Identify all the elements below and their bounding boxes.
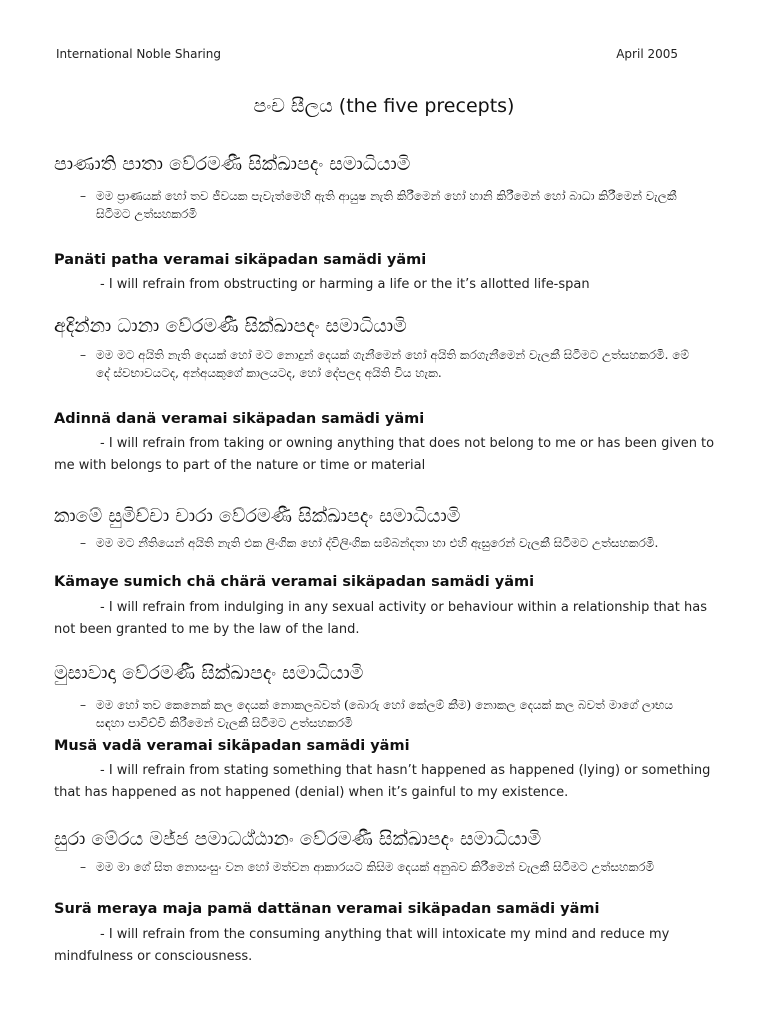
precept-2-romanized: Adinnä danä veramai sikäpadan samädi yämi (54, 411, 425, 427)
precept-1-pali: පාණාති පාතා වේරමණී සික්ඛාපදං සමාධියාමි (54, 153, 411, 175)
precept-2-sinhala-explanation: මම මට අයිති නැති දෙයක් හෝ මට නොදුන් දෙයක් ගැනීමෙන් හෝ අයිති කරගැනීමෙන් වැලකී සිටීමට උත්සහකරමි. මේ දේ ස්වභාවයටද, අන්අයකුගේ කාලයටද, හෝ දේපලද අයිති විය හැක. (96, 348, 689, 380)
precept-4-pali: මුසාවාදා වේරමණී සික්ඛාපදං සමාධියාමි (54, 662, 364, 684)
precept-5-translation: - I will refrain from the consuming anything that will intoxicate my mind and reduce my mindfulness or consciousness. (54, 927, 670, 964)
bullet-dash: – (80, 698, 86, 712)
precept-4-sinhala-explanation: මම හෝ තව කෙනෙක් කල දෙයක් නොකලබවත් (බොරු හෝ කේලම් කීම) නොකල දෙයක් කල බවත් මාගේ ලාභය සඳහා පාවිච්චි කිරීමෙන් වැලකී සිටීමට උත්සහකරමි (96, 698, 674, 730)
precept-2-translation: - I will refrain from taking or owning anything that does not belong to me or has been given to me with belongs to part of the nature or time or material (54, 436, 715, 473)
title-english: (the five precepts) (338, 95, 515, 117)
title-sinhala: පංච සීලය (253, 95, 333, 117)
precept-2-pali: අදින්නා ධානා වේරමණී සික්ඛාපදං සමාධියාමි (54, 315, 407, 337)
precept-1-sinhala-explanation: මම ප්‍රාණයක් හෝ තව ජීවයක පැවැත්මෙහි ඇති ආයුෂ නැති කිරීමෙන් හෝ හානි කිරීමෙන් හෝ බාධා කිරීමෙන් වැලකී සිටීමට උත්සහකරමි (96, 189, 677, 221)
precept-3-translation: - I will refrain from indulging in any sexual activity or behaviour within a relationship that has not been granted to me by the law of the land. (54, 600, 707, 637)
precept-3-romanized: Kämaye sumich chä chärä veramai sikäpadan samädi yämi (54, 574, 535, 590)
bullet-dash: – (80, 860, 86, 874)
header-date: April 2005 (616, 47, 678, 61)
precept-1-romanized: Panäti patha veramai sikäpadan samädi yämi (54, 252, 427, 268)
bullet-dash: – (80, 348, 86, 362)
precept-5-sinhala-explanation: මම මා ගේ සිත නොසංසුං වන හෝ මත්වන ආකාරයට කිසිම දෙයක් අනුබව කිරීමෙන් වැලකී සිටීමට උත්සහකරමි (96, 860, 655, 874)
precept-4-romanized: Musä vadä veramai sikäpadan samädi yämi (54, 738, 410, 754)
precept-3-sinhala-explanation: මම මට නීතියෙන් අයිති නැති එක ලිංගික හෝ ද්විලිංගික සම්බන්දතා හා එහි ඇසුරෙන් වැලකී සිටීමට උත්සහකරමි. (96, 536, 659, 550)
header-organization: International Noble Sharing (56, 47, 221, 61)
precept-5-bullet (80, 858, 700, 876)
precept-1-bullet (80, 187, 700, 223)
document-title (0, 95, 768, 117)
precept-1-translation: - I will refrain from obstructing or harming a life or the it’s allotted life-span (100, 277, 590, 292)
bullet-dash: – (80, 536, 86, 550)
precept-2-bullet (80, 346, 700, 382)
precept-5-pali: සුරා මේරය මජ්ජ පමාධඨ්ඨානං වේරමණී සික්ඛාපදං සමාධියාමි (54, 828, 542, 850)
bullet-dash: – (80, 189, 86, 203)
precept-5-romanized: Surä meraya maja pamä dattänan veramai sikäpadan samädi yämi (54, 901, 600, 917)
precept-3-bullet (80, 534, 700, 552)
precept-3-pali: කාමේ සුමිච්චා චාරා වේරමණී සික්ඛාපදං සමාධියාමි (54, 505, 461, 527)
precept-4-bullet (80, 696, 700, 732)
precept-4-translation: - I will refrain from stating something that hasn’t happened as happened (lying) or something that has happened as not happened (denial) when it’s gainful to my existence. (54, 763, 711, 800)
